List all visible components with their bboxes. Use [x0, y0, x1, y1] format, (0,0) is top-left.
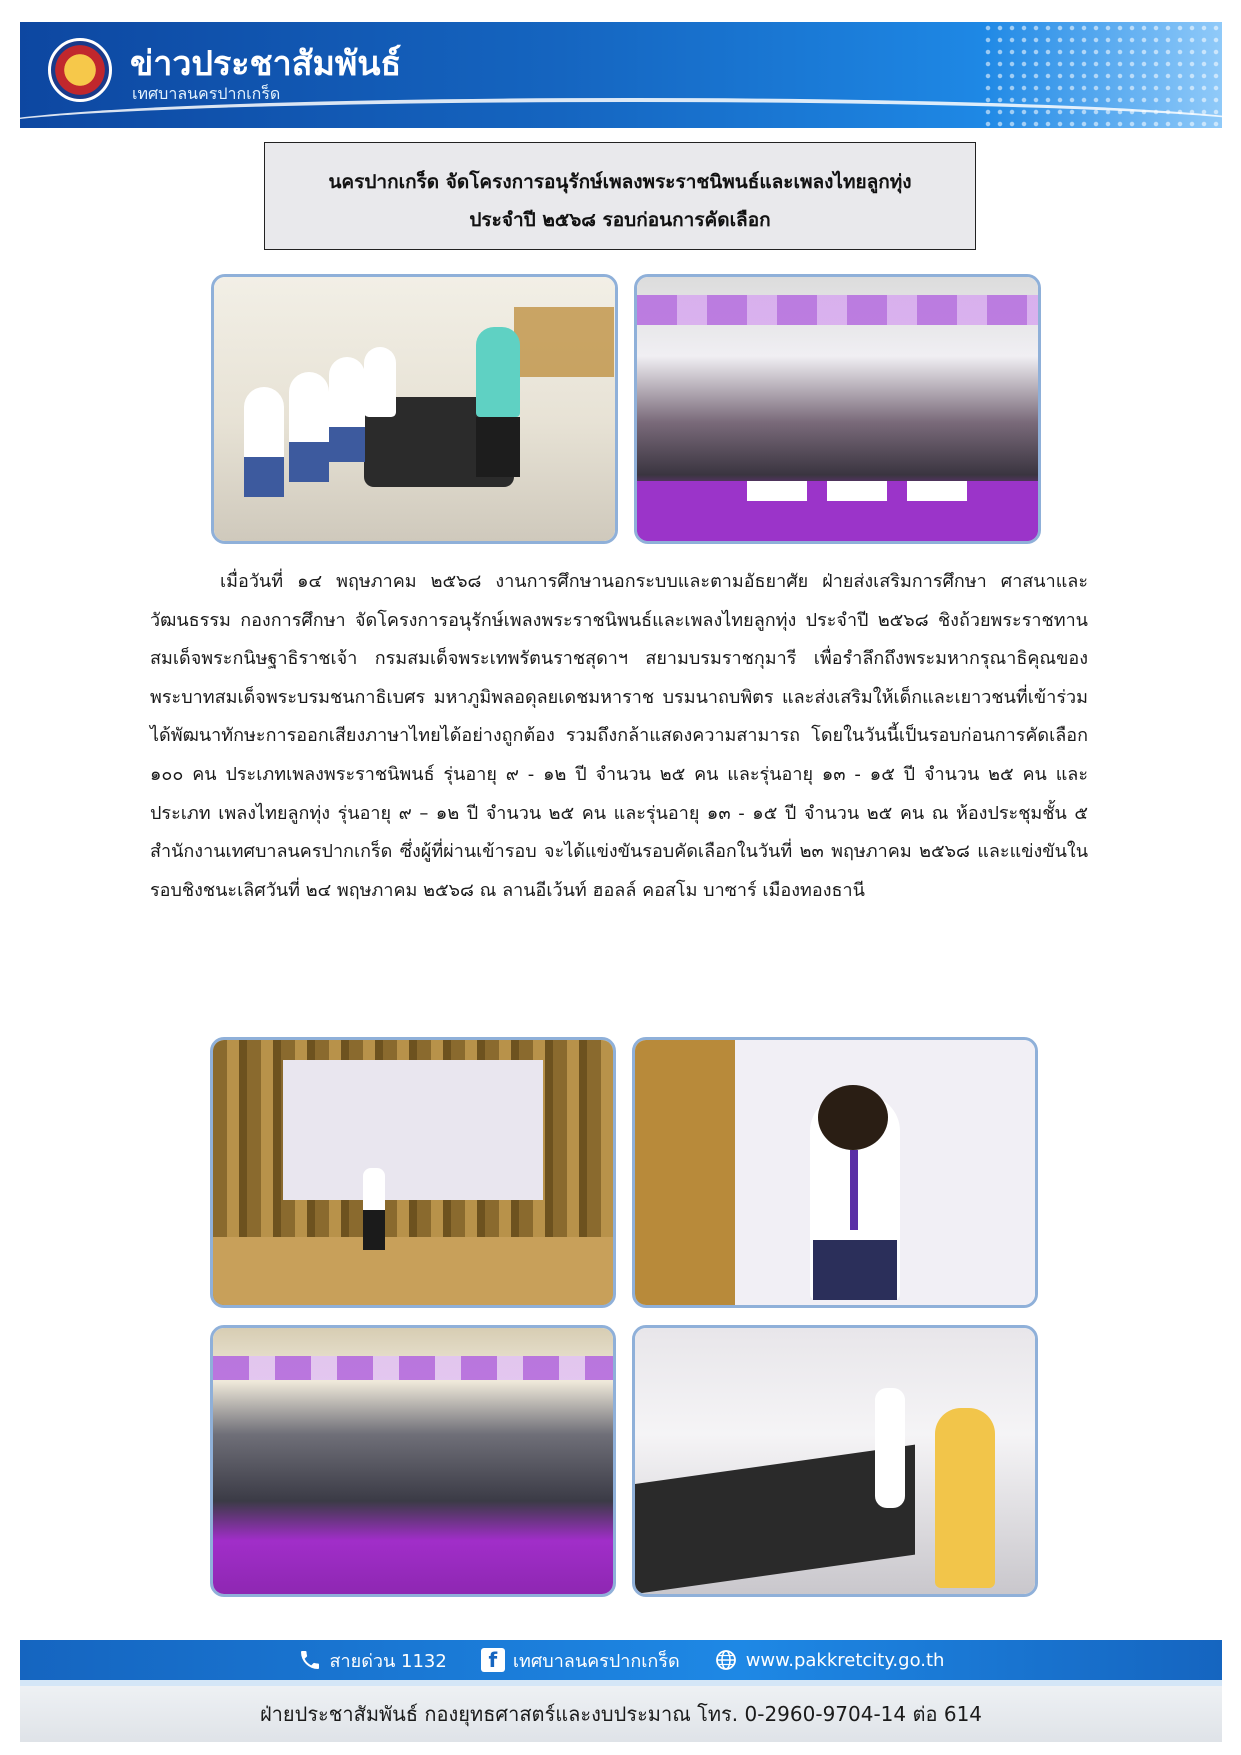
footer-contact-bar — [20, 1640, 1222, 1680]
photo-registration-desk — [632, 1325, 1038, 1597]
header-banner — [20, 22, 1222, 128]
globe-icon — [714, 1648, 738, 1672]
phone-icon — [298, 1648, 322, 1672]
article-title-line-1: นครปากเกร็ด จัดโครงการอนุรักษ์เพลงพระราชนิพนธ์และเพลงไทยลูกทุ่ง — [328, 171, 912, 193]
footer-hotline — [298, 1646, 447, 1675]
footer-contact-line: ฝ่ายประชาสัมพันธ์ กองยุทธศาสตร์และงบประมาณ โทร. 0-2960-9704-14 ต่อ 614 — [20, 1686, 1222, 1742]
photo-girl-singing — [632, 1037, 1038, 1308]
footer-website[interactable] — [714, 1648, 945, 1672]
header-subtitle: เทศบาลนครปากเกร็ด — [132, 84, 281, 103]
facebook-icon: f — [481, 1648, 505, 1672]
photo-hall-audience — [210, 1325, 616, 1597]
article-title-box — [264, 142, 976, 250]
article-body-paragraph: เมื่อวันที่ ๑๔ พฤษภาคม ๒๕๖๘ งานการศึกษานอกระบบและตามอัธยาศัย ฝ่ายส่งเสริมการศึกษา ศาสนาและวัฒนธรรม กองการศึกษา จัดโครงการอนุรักษ์เพลงพระราชนิพนธ์และเพลงไทยลูกทุ่ง ประจำปี ๒๕๖๘ ชิงถ้วยพระราชทาน สมเด็จพระกนิษฐาธิราชเจ้า กรมสมเด็จพระเทพรัตนราชสุดาฯ สยามบรมราชกุมารี เพื่อรำลึกถึงพระมหากรุณาธิคุณของพระบาทสมเด็จพระบรมชนกาธิเบศร มหาภูมิพลอดุลยเดชมหาราช บรมนาถบพิตร และส่งเสริมให้เด็กและเยาวชนที่เข้าร่วมได้พัฒนาทักษะการออกเสียงภาษาไทยได้อย่างถูกต้อง รวมถึงกล้าแสดงความสามารถ โดยในวันนี้เป็นรอบก่อนการคัดเลือก ๑๐๐ คน ประเภทเพลงพระราชนิพนธ์ รุ่นอายุ ๙ - ๑๒ ปี จำนวน ๒๕ คน และรุ่นอายุ ๑๓ - ๑๕ ปี จำนวน ๒๕ คน และประเภท เพลงไทยลูกทุ่ง รุ่นอายุ ๙ – ๑๒ ปี จำนวน ๒๕ คน และรุ่นอายุ ๑๓ - ๑๕ ปี จำนวน ๒๕ คน ณ ห้องประชุมชั้น ๕ สำนักงานเทศบาลนครปากเกร็ด ซึ่งผู้ที่ผ่านเข้ารอบ จะได้แข่งขันรอบคัดเลือกในวันที่ ๒๓ พฤษภาคม ๒๕๖๘ และแข่งขันในรอบชิงชนะเลิศวันที่ ๒๔ พฤษภาคม ๒๕๖๘ ณ ลานอีเว้นท์ ฮอลล์ คอสโม บาซาร์ เมืองทองธานี — [150, 571, 1088, 901]
article-title-line-2: ประจำปี ๒๕๖๘ รอบก่อนการคัดเลือก — [469, 209, 771, 231]
footer-facebook[interactable] — [481, 1646, 680, 1675]
footer-website-text: www.pakkretcity.go.th — [745, 1649, 945, 1671]
photo-boy-on-stage — [210, 1037, 616, 1308]
photo-students-with-teacher — [211, 274, 618, 544]
footer-hotline-text: สายด่วน 1132 — [329, 1650, 447, 1672]
footer-facebook-text: เทศบาลนครปากเกร็ด — [512, 1650, 680, 1672]
header-title: ข่าวประชาสัมพันธ์ — [130, 44, 402, 84]
photo-audience-judges — [634, 274, 1041, 544]
article-body — [150, 563, 1088, 910]
municipality-logo — [48, 38, 112, 102]
